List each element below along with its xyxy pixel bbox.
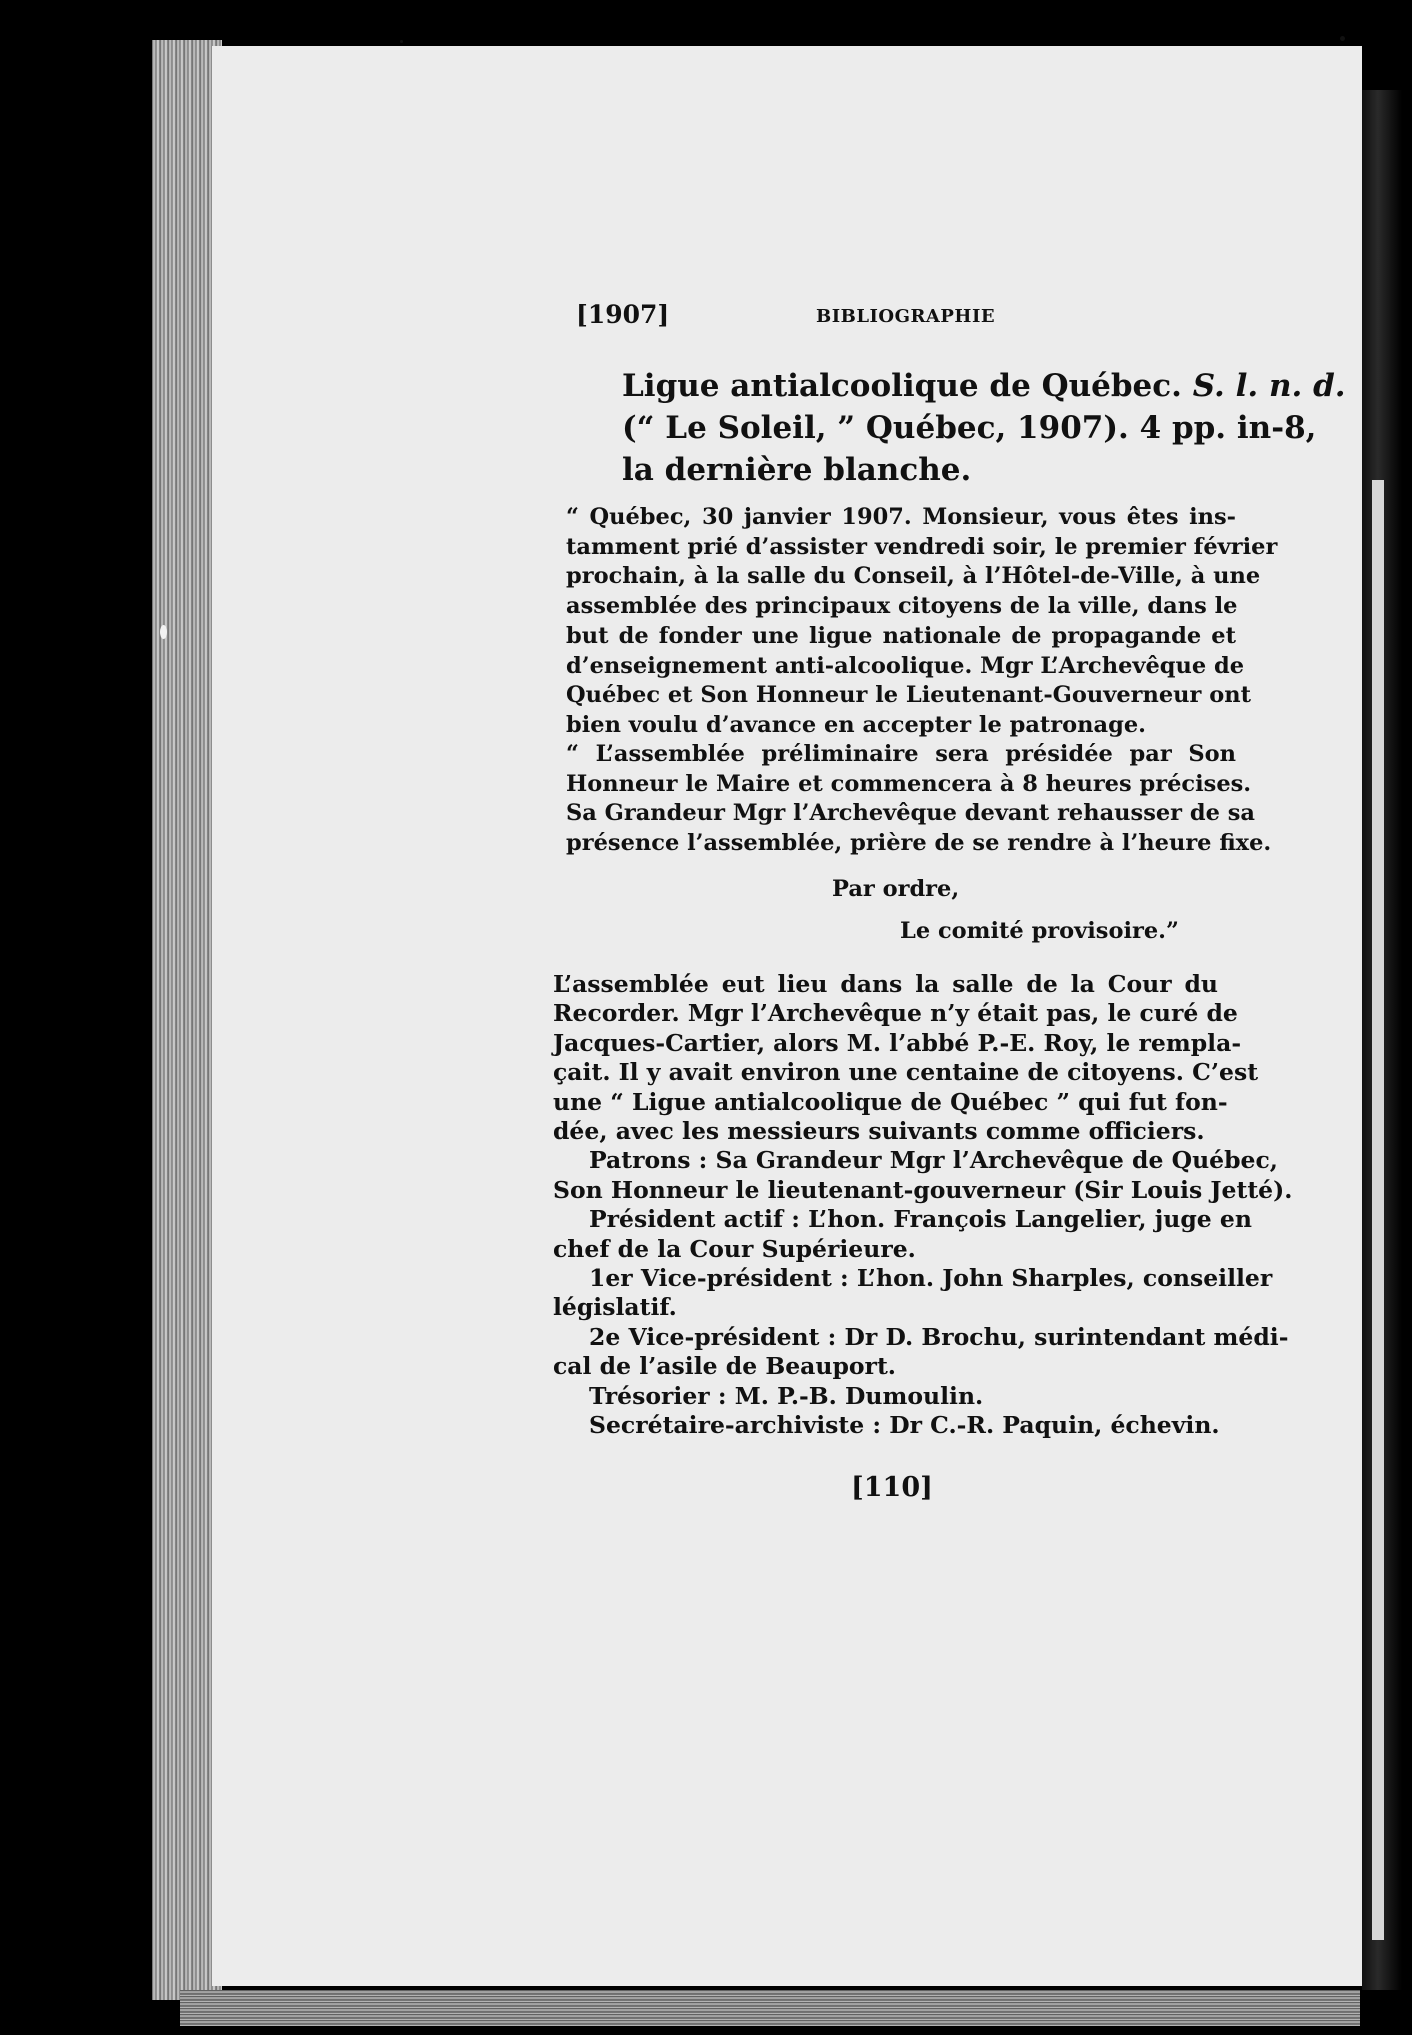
- running-header: [576, 300, 1226, 340]
- narrative-paragraph: [553, 970, 1293, 1441]
- entry-title-line: [622, 365, 1346, 407]
- officer-line: 2e Vice-président : Dr D. Brochu, surintendant médi-: [589, 1322, 1289, 1351]
- narrative-line: Recorder. Mgr l’Archevêque n’y était pas, le curé de: [553, 999, 1238, 1028]
- quote-line: Sa Grandeur Mgr l’Archevêque devant rehausser de sa: [566, 800, 1255, 827]
- officer-line: cal de l’asile de Beauport.: [553, 1352, 896, 1381]
- narrative-line: çait. Il y avait environ une centaine de citoyens. C’est: [553, 1058, 1259, 1087]
- officer-line: Trésorier : M. P.-B. Dumoulin.: [589, 1381, 984, 1410]
- narrative-line: dée, avec les messieurs suivants comme officiers.: [553, 1117, 1205, 1146]
- quote-line: “ L’assemblée préliminaire sera présidée par Son: [566, 741, 1236, 767]
- meeting-quote: [566, 740, 1272, 859]
- quote-line: présence l’assemblée, prière de se rendre à l’heure fixe.: [566, 830, 1272, 857]
- narrative-line: L’assemblée eut lieu dans la salle de la Cour du: [553, 970, 1218, 998]
- header-year: [1907]: [576, 300, 670, 329]
- narrative-line: Jacques-Cartier, alors M. l’abbé P.-E. Roy, le rempla-: [553, 1028, 1242, 1057]
- narrative-line: une “ Ligue antialcoolique de Québec ” qui fut fon-: [553, 1087, 1228, 1116]
- entry-publication-line: (“ Le Soleil, ” Québec, 1907). 4 pp. in-8,: [622, 410, 1317, 446]
- invitation-quote: [566, 503, 1278, 741]
- quote-line: d’enseignement anti-alcoolique. Mgr L’Archevêque de: [566, 652, 1245, 679]
- officer-line: Son Honneur le lieutenant-gouverneur (Sir Louis Jetté).: [553, 1175, 1293, 1204]
- dust-speck: [160, 625, 167, 639]
- quote-line: tamment prié d’assister vendredi soir, le premier février: [566, 533, 1278, 560]
- bibliography-entry: [622, 365, 1346, 491]
- book-bottom-edges: [180, 1990, 1360, 2026]
- dust-speck: [400, 40, 403, 43]
- officer-line: Patrons : Sa Grandeur Mgr l’Archevêque de Québec,: [589, 1146, 1278, 1175]
- page-number: [110]: [851, 1472, 933, 1503]
- quote-line: “ Québec, 30 janvier 1907. Monsieur, vous êtes ins-: [566, 504, 1236, 530]
- quote-line: but de fonder une ligue nationale de propagande et: [566, 622, 1236, 649]
- entry-imprint: S. l. n. d.: [1192, 368, 1346, 404]
- officer-line: 1er Vice-président : L’hon. John Sharples, conseiller: [589, 1264, 1273, 1293]
- dust-speck: [1340, 36, 1345, 41]
- officer-line: Président actif : L’hon. François Langelier, juge en: [589, 1205, 1252, 1234]
- quote-line: prochain, à la salle du Conseil, à l’Hôtel-de-Ville, à une: [566, 563, 1261, 590]
- entry-collation-line: la dernière blanche.: [622, 452, 972, 488]
- quote-line: bien voulu d’avance en accepter le patronage.: [566, 711, 1146, 738]
- entry-title: Ligue antialcoolique de Québec.: [622, 368, 1182, 404]
- facing-page-edge: [1372, 480, 1384, 1940]
- quote-line: Québec et Son Honneur le Lieutenant-Gouverneur ont: [566, 682, 1251, 709]
- quote-line: assemblée des principaux citoyens de la ville, dans le: [566, 593, 1238, 620]
- officer-line: Secrétaire-archiviste : Dr C.-R. Paquin, échevin.: [589, 1411, 1220, 1440]
- quote-line: Honneur le Maire et commencera à 8 heures précises.: [566, 770, 1252, 797]
- officer-line: chef de la Cour Supérieure.: [553, 1234, 916, 1263]
- running-title: BIBLIOGRAPHIE: [816, 306, 996, 327]
- signoff-order: Par ordre,: [832, 876, 960, 902]
- officer-line: législatif.: [553, 1293, 677, 1322]
- signoff-committee: Le comité provisoire.”: [900, 918, 1179, 944]
